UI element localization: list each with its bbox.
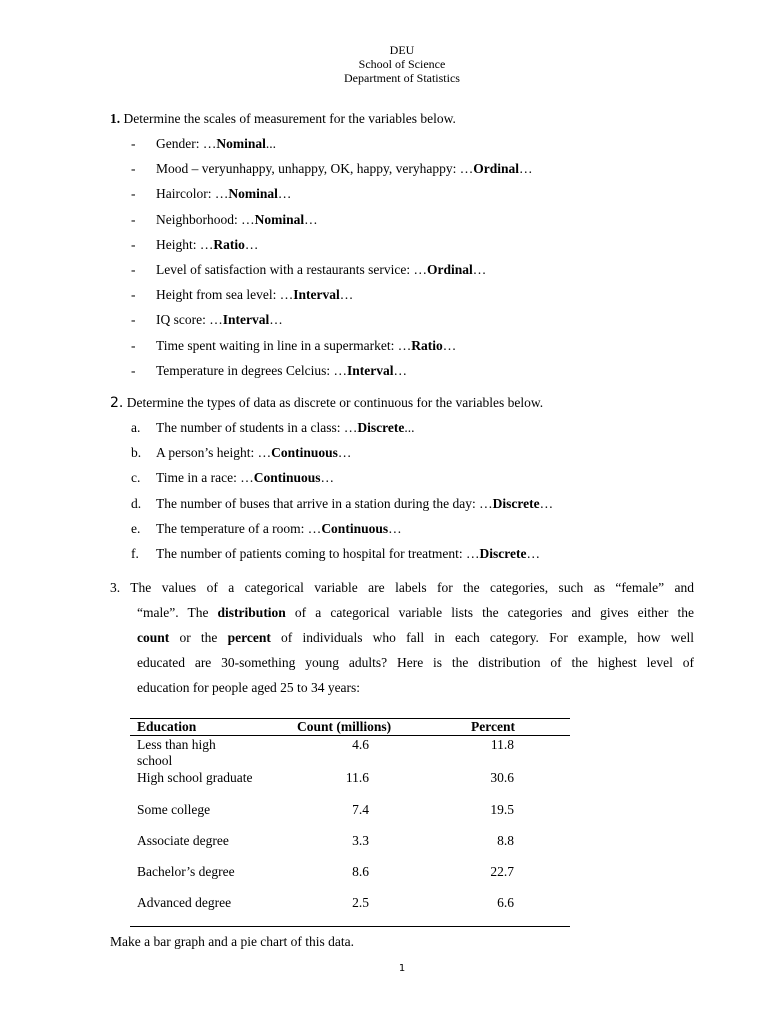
item-text: Height: … xyxy=(156,236,214,252)
table-bottom-rule xyxy=(130,926,570,927)
list-item xyxy=(131,312,283,328)
table-cell-count: 2.5 xyxy=(352,895,369,910)
item-suffix: … xyxy=(277,186,292,202)
table-cell-percent: 30.6 xyxy=(490,770,514,785)
table-cell-percent: 8.8 xyxy=(497,833,514,848)
table-cell-education: school xyxy=(137,753,173,768)
item-suffix: … xyxy=(518,161,533,177)
question-3-line: “male”. The distribution of a categorical variable lists the categories and gives either the xyxy=(137,605,694,620)
list-item xyxy=(131,212,318,228)
list-item xyxy=(131,470,334,486)
table-cell-count: 8.6 xyxy=(352,864,369,879)
list-item xyxy=(131,496,553,512)
list-item xyxy=(131,546,540,562)
list-item xyxy=(131,262,486,278)
question-3-paragraph xyxy=(110,575,694,700)
table-cell-education: Associate degree xyxy=(137,833,229,848)
item-answer: Interval xyxy=(346,362,394,378)
item-suffix: … xyxy=(526,546,541,561)
item-text: Mood – veryunhappy, unhappy, OK, happy, veryhappy: … xyxy=(156,161,474,177)
item-answer: Nominal xyxy=(228,186,278,202)
question-3-line: count or the percent of individuals who fall in each category. For example, how well xyxy=(137,630,694,645)
table-header-count: Count (millions) xyxy=(297,719,392,734)
table-header-education: Education xyxy=(137,719,197,734)
item-text: The number of patients coming to hospital for treatment: … xyxy=(156,546,480,561)
table-cell-education: High school graduate xyxy=(137,770,253,785)
item-suffix: … xyxy=(320,470,335,486)
item-suffix: … xyxy=(539,495,554,511)
item-suffix: … xyxy=(269,312,283,328)
item-suffix: … xyxy=(442,337,457,353)
list-marker: - xyxy=(131,186,136,202)
question-2 xyxy=(110,395,543,411)
item-answer: Discrete xyxy=(357,420,405,435)
item-suffix: … xyxy=(393,362,407,378)
list-item xyxy=(131,521,402,537)
institution-name: DEU xyxy=(389,43,415,57)
list-item xyxy=(131,338,456,354)
table-cell-education: Less than high xyxy=(137,737,216,752)
list-marker: - xyxy=(131,211,136,227)
item-answer: Interval xyxy=(293,287,340,303)
question-3-line: education for people aged 25 to 34 years: xyxy=(137,680,361,695)
table-cell-education: Some college xyxy=(137,802,211,817)
list-marker: c. xyxy=(131,470,141,486)
item-suffix: … xyxy=(388,520,402,536)
item-answer: Continuous xyxy=(253,470,321,486)
question-1-number: 1. xyxy=(110,111,121,126)
list-marker: b. xyxy=(131,445,142,461)
list-marker: d. xyxy=(131,495,142,511)
item-suffix: ... xyxy=(265,136,276,151)
item-answer: Interval xyxy=(222,312,270,328)
item-suffix: … xyxy=(472,262,487,277)
department-name: Department of Statistics xyxy=(344,71,460,85)
item-text: The number of buses that arrive in a station during the day: … xyxy=(156,495,493,511)
page-number: 1 xyxy=(398,963,406,974)
item-answer: Ordinal xyxy=(473,161,519,177)
list-item xyxy=(131,420,414,436)
item-answer: Ratio xyxy=(213,236,245,252)
item-text: Neighborhood: … xyxy=(156,211,255,227)
document-header xyxy=(0,43,768,85)
item-suffix: … xyxy=(244,236,259,252)
question-1 xyxy=(110,111,456,127)
table-cell-education: Bachelor’s degree xyxy=(137,864,235,879)
table-cell-education: Advanced degree xyxy=(137,895,232,910)
item-answer: Nominal xyxy=(254,211,305,227)
item-answer: Discrete xyxy=(492,495,540,511)
list-marker: - xyxy=(131,161,136,177)
table-cell-percent: 22.7 xyxy=(490,864,514,879)
item-text: Gender: … xyxy=(156,136,217,151)
table-cell-count: 3.3 xyxy=(352,833,369,848)
question-3-line: educated are 30-something young adults? Here is the distribution of the highest level of xyxy=(137,655,694,670)
item-suffix: ... xyxy=(404,420,415,435)
item-text: A person’s height: … xyxy=(156,445,272,461)
item-answer: Nominal xyxy=(216,136,266,151)
list-marker: - xyxy=(131,337,136,353)
table-cell-count: 7.4 xyxy=(352,802,369,817)
item-answer: Continuous xyxy=(321,520,389,536)
list-marker: f. xyxy=(131,546,139,561)
item-text: Height from sea level: … xyxy=(156,287,294,303)
item-suffix: … xyxy=(304,211,318,227)
list-marker: - xyxy=(131,236,136,252)
list-marker: - xyxy=(131,312,136,328)
table-cell-count: 11.6 xyxy=(345,770,369,785)
closing-instruction: Make a bar graph and a pie chart of this data. xyxy=(110,934,355,949)
item-suffix: … xyxy=(337,445,352,461)
list-marker: e. xyxy=(131,520,141,536)
item-answer: Discrete xyxy=(479,546,527,561)
item-text: Time spent waiting in line in a supermarket: … xyxy=(156,337,412,353)
list-marker: - xyxy=(131,362,136,378)
item-text: The number of students in a class: … xyxy=(156,420,358,435)
list-item xyxy=(131,363,407,379)
question-3-line: 3. The values of a categorical variable are labels for the categories, such as “female” and xyxy=(110,580,694,595)
question-2-prompt: Determine the types of data as discrete or continuous for the variables below. xyxy=(126,395,544,410)
item-text: Temperature in degrees Celcius: … xyxy=(156,362,347,378)
list-marker: - xyxy=(131,262,136,277)
list-item xyxy=(131,186,291,202)
item-answer: Ratio xyxy=(411,337,443,353)
school-name: School of Science xyxy=(358,57,446,71)
item-suffix: … xyxy=(339,287,354,303)
question-1-prompt: Determine the scales of measurement for the variables below. xyxy=(123,111,456,126)
list-marker: - xyxy=(131,287,136,303)
question-2-number: 2. xyxy=(110,395,124,411)
list-item xyxy=(131,287,353,303)
item-text: Time in a race: … xyxy=(156,470,254,486)
item-text: Haircolor: … xyxy=(156,186,229,202)
item-text: IQ score: … xyxy=(156,312,223,328)
list-item xyxy=(131,445,351,461)
item-answer: Ordinal xyxy=(427,262,473,277)
list-marker: a. xyxy=(131,420,141,435)
list-item xyxy=(131,136,276,152)
list-marker: - xyxy=(131,136,136,151)
list-item xyxy=(131,161,532,177)
table-header-rule xyxy=(130,735,570,736)
item-answer: Continuous xyxy=(271,445,338,461)
table-header-percent: Percent xyxy=(471,719,515,734)
list-item xyxy=(131,237,258,253)
table-cell-percent: 11.8 xyxy=(490,737,514,752)
table-cell-percent: 19.5 xyxy=(490,802,514,817)
table-cell-percent: 6.6 xyxy=(497,895,514,910)
table-cell-count: 4.6 xyxy=(352,737,369,752)
item-text: Level of satisfaction with a restaurants service: … xyxy=(156,262,428,277)
item-text: The temperature of a room: … xyxy=(156,520,322,536)
